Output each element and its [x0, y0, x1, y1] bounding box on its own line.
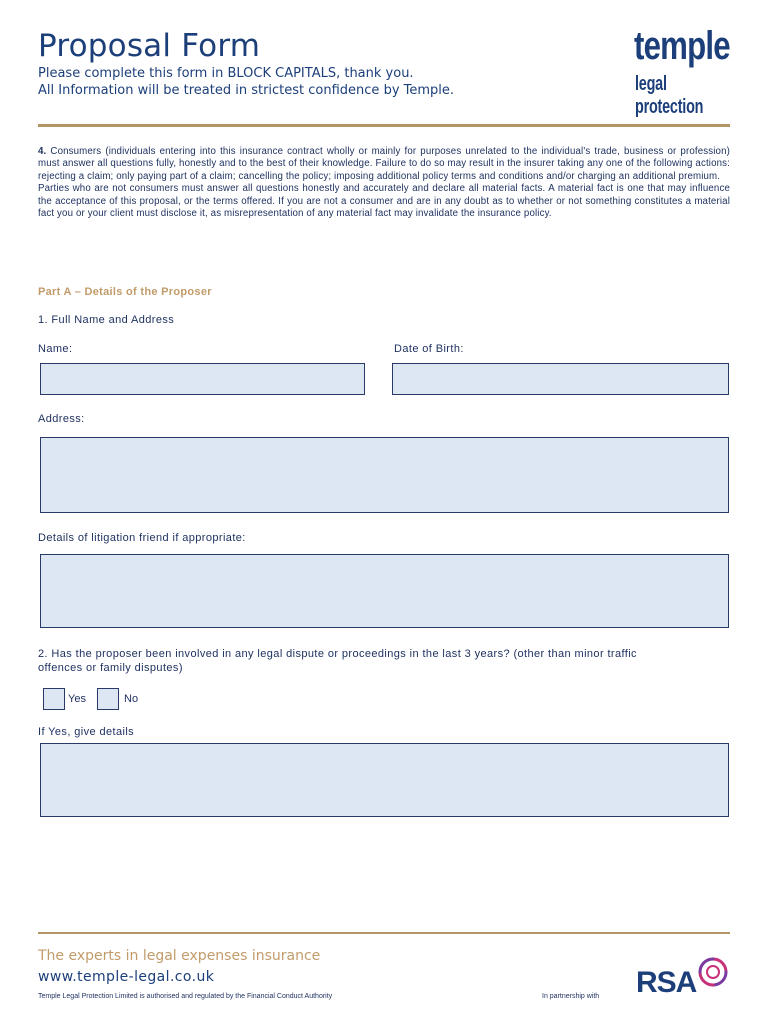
litigation-friend-label: Details of litigation friend if appropriate: [38, 532, 246, 544]
no-label: No [124, 693, 139, 705]
consent-paragraph-2: Parties who are not consumers must answer all questions honestly and accurately and declare all material facts. A material fact is one that may influence the acceptance of this proposal, or the terms offered. If you are not a consumer and are in any doubt as to whether or not something constitutes a material fact you or your client must disclose it, as misrepresentation of any material fact may invalidate the insurance policy. [38, 183, 730, 220]
temple-logo-subtitle: legal protection [635, 73, 704, 118]
part-a-heading: Part A – Details of the Proposer [38, 286, 212, 298]
question-2-line-2: offences or family disputes) [38, 662, 183, 674]
details-field[interactable] [40, 743, 729, 817]
address-label: Address: [38, 413, 85, 425]
intro-line-2: All Information will be treated in strictest confidence by Temple. [38, 83, 455, 98]
name-label: Name: [38, 343, 73, 355]
question-1-label: 1. Full Name and Address [38, 314, 175, 326]
yes-label: Yes [68, 693, 86, 705]
temple-logo-wordmark: temple [634, 24, 730, 68]
page-title: Proposal Form [38, 28, 261, 64]
details-label: If Yes, give details [38, 726, 135, 738]
consent-paragraph-1: Consumers (individuals entering into this insurance contract wholly or mainly for purposes unrelated to the individual's trade, business or profession) must answer all questions fully, honestly and to the best of their knowledge. Failure to do so may result in the insurer taking any one of the following actions: rejecting a claim; only paying part of a claim; cancelling the policy; imposing additional policy terms and conditions and/or charging an additional premium. [38, 146, 731, 182]
consent-notice [38, 146, 730, 220]
yes-checkbox[interactable] [43, 688, 65, 710]
footer-url-link[interactable]: www.temple-legal.co.uk [38, 969, 215, 985]
no-checkbox[interactable] [97, 688, 119, 710]
footer-tagline: The experts in legal expenses insurance [38, 948, 321, 964]
dob-field[interactable] [392, 363, 729, 395]
dob-label: Date of Birth: [394, 343, 464, 355]
footer-divider [38, 932, 730, 934]
litigation-friend-field[interactable] [40, 554, 729, 628]
address-field[interactable] [40, 437, 729, 513]
partner-text: In partnership with [542, 993, 600, 1000]
footer-legal-text: Temple Legal Protection Limited is authorised and regulated by the Financial Conduct Authority [38, 993, 333, 1000]
intro-line-1: Please complete this form in BLOCK CAPITALS, thank you. [38, 66, 414, 81]
name-field[interactable] [40, 363, 365, 395]
question-2-line-1: 2. Has the proposer been involved in any legal dispute or proceedings in the last 3 years? (other than minor traffic [38, 648, 637, 660]
header-divider [38, 124, 730, 127]
rsa-logo-swirl-icon [696, 955, 730, 989]
consent-number: 4. [38, 146, 47, 157]
rsa-logo: RSA [636, 966, 697, 999]
